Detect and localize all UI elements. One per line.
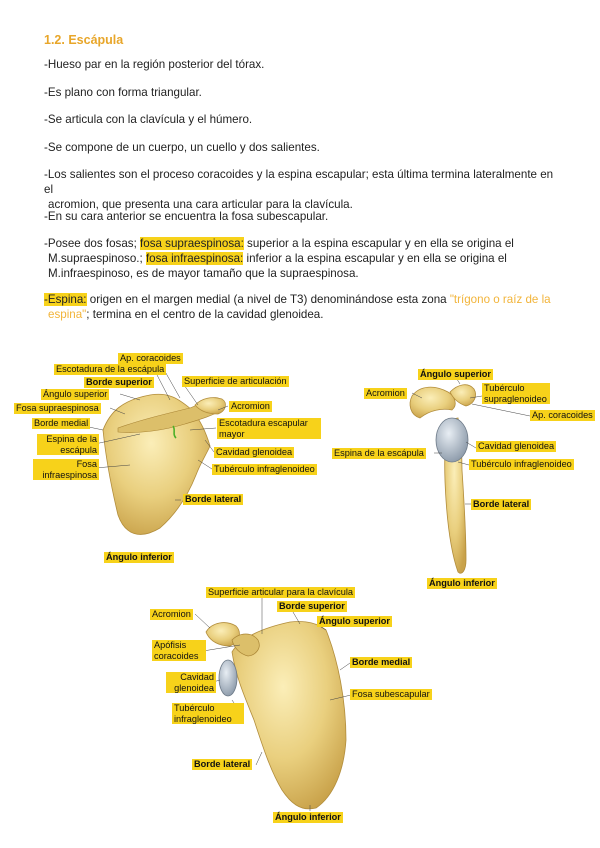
- ant-label-apofisis: Apófisis coracoides: [152, 640, 206, 661]
- scapula-lateral-view: [410, 376, 530, 573]
- lat-label-tuberculo-infra: Tubérculo infraglenoideo: [471, 459, 572, 469]
- lat-label-cavidad: Cavidad glenoidea: [478, 441, 555, 451]
- paragraph-6: -En su cara anterior se encuentra la fosa subescapular.: [44, 210, 329, 223]
- paragraph-3: -Se articula con la clavícula y el húmero.: [44, 113, 253, 126]
- paragraph-5-line-2: acromion, que presenta una cara articular para la clavícula.: [48, 198, 353, 211]
- lat-label-acromion: Acromion: [366, 388, 405, 398]
- ant-label-cavidad: Cavidad glenoidea: [166, 672, 216, 693]
- paragraph-1: -Hueso par en la región posterior del tórax.: [44, 58, 265, 71]
- section-title: 1.2. Escápula: [44, 33, 124, 47]
- p8-mid: origen en el margen medial (a nivel de T3) denominándose esta zona: [86, 293, 450, 306]
- post-label-angulo-inferior: Ángulo inferior: [106, 552, 172, 562]
- ant-label-borde-lateral: Borde lateral: [194, 759, 251, 769]
- paragraph-2: -Es plano con forma triangular.: [44, 86, 202, 99]
- fosa-infra-highlight: fosa infraespinosa:: [145, 252, 244, 265]
- lat-label-borde-lateral: Borde lateral: [473, 499, 530, 509]
- p8-orange-1: "trígono o raíz de la: [449, 293, 551, 306]
- ant-label-angulo-inferior: Ángulo inferior: [275, 812, 341, 822]
- lat-label-angulo-inferior: Ángulo inferior: [429, 578, 495, 588]
- ant-label-acromion: Acromion: [152, 609, 191, 619]
- lat-label-tuberculo-supra: Tubérculo supraglenoideo: [482, 383, 550, 404]
- post-label-espina: Espina de la escápula: [37, 434, 99, 455]
- lat-label-espina: Espina de la escápula: [334, 448, 424, 458]
- paragraph-4: -Se compone de un cuerpo, un cuello y dos salientes.: [44, 141, 320, 154]
- post-label-cavidad: Cavidad glenoidea: [216, 447, 293, 457]
- fosa-supra-highlight: fosa supraespinosa:: [140, 237, 244, 250]
- p8-end: ; termina en el centro de la cavidad glenoidea.: [86, 308, 324, 321]
- post-label-borde-medial: Borde medial: [34, 418, 89, 428]
- ant-label-borde-superior: Borde superior: [279, 601, 345, 611]
- post-label-tuberculo-infra: Tubérculo infraglenoideo: [214, 464, 315, 474]
- post-label-acromion: Acromion: [231, 401, 270, 411]
- ant-label-sup-clavicula: Superficie articular para la clavícula: [208, 587, 354, 597]
- ant-label-borde-medial: Borde medial: [352, 657, 411, 667]
- p7-line2: M.supraespinoso.;: [48, 252, 146, 265]
- post-label-coracoides: Ap. coracoides: [120, 353, 181, 363]
- post-label-borde-superior: Borde superior: [86, 377, 152, 387]
- p8-orange-2: espina": [48, 308, 87, 321]
- post-label-fosa-supra: Fosa supraespinosa: [16, 403, 99, 413]
- p7-mid: superior a la espina escapular y en ella se origina el: [243, 237, 514, 250]
- espina-highlight: -Espina:: [44, 293, 87, 306]
- ant-label-angulo-superior: Ángulo superior: [319, 616, 390, 626]
- post-label-angulo-superior: Ángulo superior: [43, 389, 108, 399]
- p7-start: -Posee dos fosas;: [44, 237, 141, 250]
- ant-label-fosa-sub: Fosa subescapular: [352, 689, 430, 699]
- lat-label-coracoides: Ap. coracoides: [532, 410, 593, 420]
- lat-label-angulo-superior: Ángulo superior: [420, 369, 491, 379]
- post-label-sup-articulacion: Superficie de articulación: [184, 376, 287, 386]
- p7-line3: M.infraespinoso, es de mayor tamaño que la supraespinosa.: [48, 267, 359, 280]
- post-label-escotadura-mayor: Escotadura escapular mayor: [217, 418, 321, 439]
- post-label-escotadura: Escotadura de la escápula: [56, 364, 165, 374]
- paragraph-5-line-1: -Los salientes son el proceso coracoides y la espina escapular; esta última termina lateralmente en el: [44, 168, 554, 196]
- post-label-borde-lateral: Borde lateral: [185, 494, 242, 504]
- p7-end: inferior a la espina escapular y en ella se origina el: [243, 252, 507, 265]
- post-label-fosa-infra: Fosa infraespinosa: [33, 459, 99, 480]
- ant-label-tuberculo-infra: Tubérculo infraglenoideo: [172, 703, 244, 724]
